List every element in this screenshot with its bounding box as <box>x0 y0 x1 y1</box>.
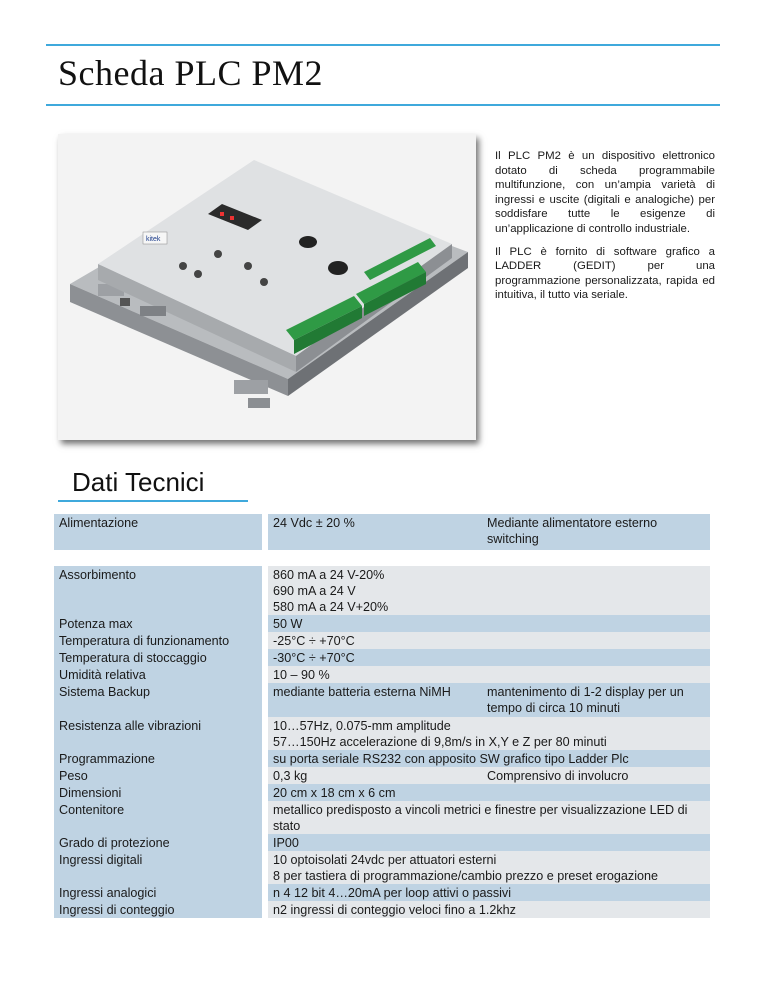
spec-label: Sistema Backup <box>54 683 262 717</box>
page-title: Scheda PLC PM2 <box>58 53 324 93</box>
spec-value-cell <box>268 767 710 784</box>
top-rule <box>46 44 720 46</box>
spec-row <box>54 801 710 834</box>
spec-row <box>54 683 710 717</box>
spec-label: Programmazione <box>54 750 262 767</box>
spec-row <box>54 615 710 632</box>
spec-row <box>54 884 710 901</box>
spec-value: n 4 12 bit 4…20mA per loop attivi o passivi <box>268 884 710 901</box>
intro-text <box>495 149 715 311</box>
spec-label: Umidità relativa <box>54 666 262 683</box>
spec-label: Potenza max <box>54 615 262 632</box>
spec-value: su porta seriale RS232 con apposito SW grafico tipo Ladder Plc <box>268 750 710 767</box>
spec-label: Temperatura di funzionamento <box>54 632 262 649</box>
spec-value: n2 ingressi di conteggio veloci fino a 1.2khz <box>268 901 710 918</box>
spec-value-cell <box>268 683 710 717</box>
spec-value: 20 cm x 18 cm x 6 cm <box>268 784 710 801</box>
spec-row <box>54 851 710 884</box>
spec-value: 10 – 90 % <box>268 666 710 683</box>
spec-value: -25°C ÷ +70°C <box>268 632 710 649</box>
spec-label: Ingressi digitali <box>54 851 262 884</box>
spec-table <box>54 514 710 918</box>
spec-label: Resistenza alle vibrazioni <box>54 717 262 750</box>
spec-label: Alimentazione <box>54 514 262 550</box>
section-title: Dati Tecnici <box>72 467 205 497</box>
spec-row <box>54 784 710 801</box>
spec-value: 10 optoisolati 24vdc per attuatori esterni 8 per tastiera di programmazione/cambio prezzo e preset erogazione <box>268 851 710 884</box>
spec-label: Temperatura di stoccaggio <box>54 649 262 666</box>
spec-label: Peso <box>54 767 262 784</box>
spec-row <box>54 767 710 784</box>
spec-row <box>54 632 710 649</box>
spec-row <box>54 750 710 767</box>
spec-value: 24 Vdc ± 20 % <box>273 515 487 550</box>
spec-value: mediante batteria esterna NiMH <box>273 684 487 717</box>
title-rule <box>46 104 720 106</box>
intro-paragraph: Il PLC è fornito di software grafico a LADDER (GEDIT) per una programmazione personalizzata, rapida ed intuitiva, il tutto via seriale. <box>495 245 715 302</box>
brand-label: kitek <box>146 236 161 243</box>
product-photo <box>58 134 476 440</box>
spec-value: 50 W <box>268 615 710 632</box>
spec-value: 10…57Hz, 0.075-mm amplitude 57…150Hz accelerazione di 9,8m/s in X,Y e Z per 80 minuti <box>268 717 710 750</box>
spec-row <box>54 666 710 683</box>
spec-value: 0,3 kg <box>273 768 487 784</box>
spec-value: -30°C ÷ +70°C <box>268 649 710 666</box>
spec-note: mantenimento di 1-2 display per un tempo di circa 10 minuti <box>487 684 706 717</box>
spec-value: 860 mA a 24 V-20% 690 mA a 24 V 580 mA a 24 V+20% <box>268 566 710 615</box>
spec-label: Ingressi di conteggio <box>54 901 262 918</box>
spec-row <box>54 717 710 750</box>
spec-value: metallico predisposto a vincoli metrici e finestre per visualizzazione LED di stato <box>268 801 710 834</box>
spec-row <box>54 566 710 615</box>
spec-label: Grado di protezione <box>54 834 262 851</box>
spec-row <box>54 649 710 666</box>
spec-label: Ingressi analogici <box>54 884 262 901</box>
section-rule <box>58 500 248 502</box>
spec-label: Assorbimento <box>54 566 262 615</box>
spec-label: Dimensioni <box>54 784 262 801</box>
spec-label: Contenitore <box>54 801 262 834</box>
spec-value: IP00 <box>268 834 710 851</box>
spec-note: Mediante alimentatore esterno switching <box>487 515 706 550</box>
spec-value-cell <box>268 514 710 550</box>
intro-paragraph: Il PLC PM2 è un dispositivo elettronico dotato di scheda programmabile multifunzione, con un’ampia varietà di ingressi e uscite (digitali e analogiche) per soddisfare tutte le esigenze di un’applicazione di controllo industriale. <box>495 150 715 235</box>
spec-row <box>54 514 710 550</box>
spec-row <box>54 834 710 851</box>
spec-note: Comprensivo di involucro <box>487 768 706 784</box>
spec-row <box>54 901 710 918</box>
